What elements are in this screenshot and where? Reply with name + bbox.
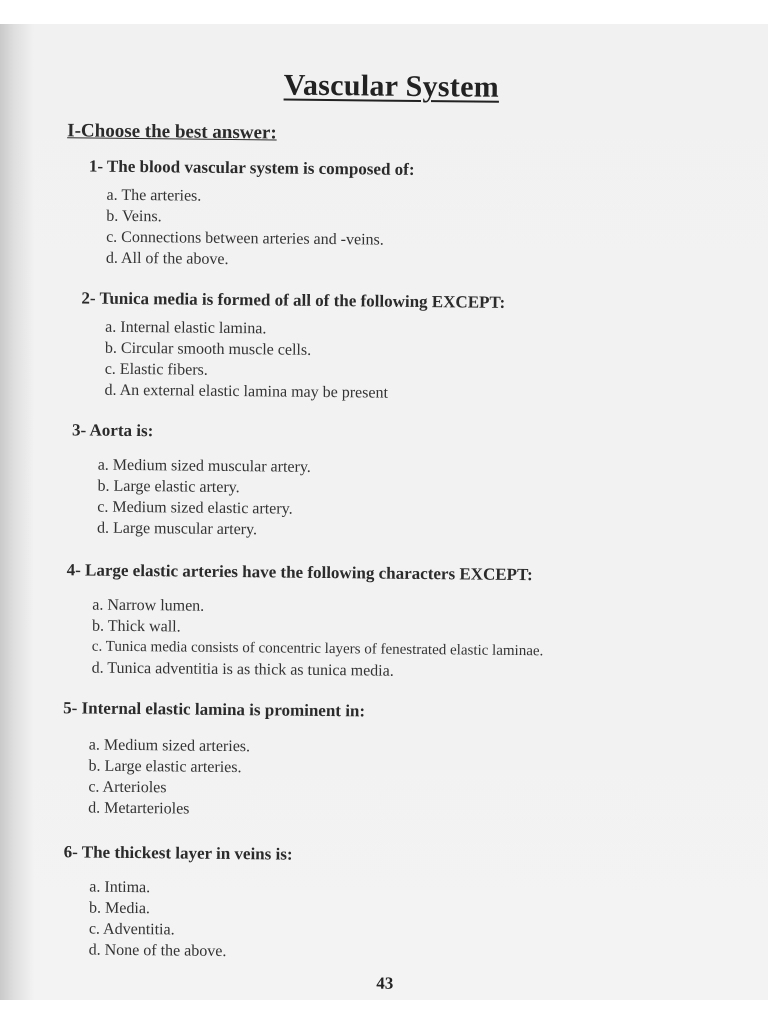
- question-1: 1- The blood vascular system is composed of:: [88, 156, 415, 179]
- option-3b: b. Large elastic artery.: [97, 477, 240, 497]
- question-5: 5- Internal elastic lamina is prominent in:: [63, 698, 366, 721]
- option-6d: d. None of the above.: [88, 941, 227, 961]
- binding-shadow: [0, 24, 34, 1024]
- option-3d: d. Large muscular artery.: [96, 519, 258, 539]
- option-1c: c. Connections between arteries and -veins.: [106, 228, 384, 249]
- bottom-margin: [0, 1000, 768, 1024]
- question-6: 6- The thickest layer in veins is:: [63, 842, 293, 864]
- section-heading: I-Choose the best answer:: [67, 120, 277, 144]
- question-4: 4- Large elastic arteries have the following characters EXCEPT:: [66, 560, 533, 585]
- question-4-options: [92, 595, 544, 684]
- top-margin: [0, 0, 768, 24]
- option-6a: a. Intima.: [89, 878, 151, 897]
- page-title: Vascular System: [283, 68, 500, 104]
- question-1-options: [106, 185, 385, 272]
- option-2a: a. Internal elastic lamina.: [105, 318, 267, 338]
- option-5b: b. Large elastic arteries.: [88, 757, 242, 777]
- option-6c: c. Adventitia.: [88, 920, 175, 939]
- option-1a: a. The arteries.: [106, 186, 202, 205]
- option-5a: a. Medium sized arteries.: [88, 736, 251, 756]
- printed-sheet: [40, 58, 740, 993]
- question-6-options: [89, 877, 228, 962]
- option-2b: b. Circular smooth muscle cells.: [104, 339, 312, 359]
- question-2-options: [104, 317, 388, 404]
- question-2: 2- Tunica media is formed of all of the following EXCEPT:: [81, 288, 506, 312]
- option-5c: c. Arterioles: [88, 778, 167, 797]
- option-5d: d. Metarterioles: [88, 799, 190, 818]
- option-2d: d. An external elastic lamina may be present: [104, 381, 389, 402]
- option-1d: d. All of the above.: [105, 249, 229, 268]
- option-3c: c. Medium sized elastic artery.: [97, 498, 293, 518]
- question-5-options: [88, 735, 250, 821]
- option-6b: b. Media.: [89, 899, 151, 918]
- option-4b: b. Thick wall.: [91, 617, 181, 636]
- option-4a: a. Narrow lumen.: [92, 596, 205, 615]
- question-3-options: [97, 455, 311, 541]
- question-3: 3- Aorta is:: [72, 420, 154, 441]
- option-4c: c. Tunica media consists of concentric layers of fenestrated elastic laminae.: [91, 638, 544, 660]
- option-4d: d. Tunica adventitia is as thick as tunica media.: [91, 659, 394, 680]
- option-1b: b. Veins.: [106, 207, 162, 226]
- page-number: 43: [376, 973, 394, 993]
- option-3a: a. Medium sized muscular artery.: [97, 456, 311, 476]
- option-2c: c. Elastic fibers.: [104, 360, 208, 379]
